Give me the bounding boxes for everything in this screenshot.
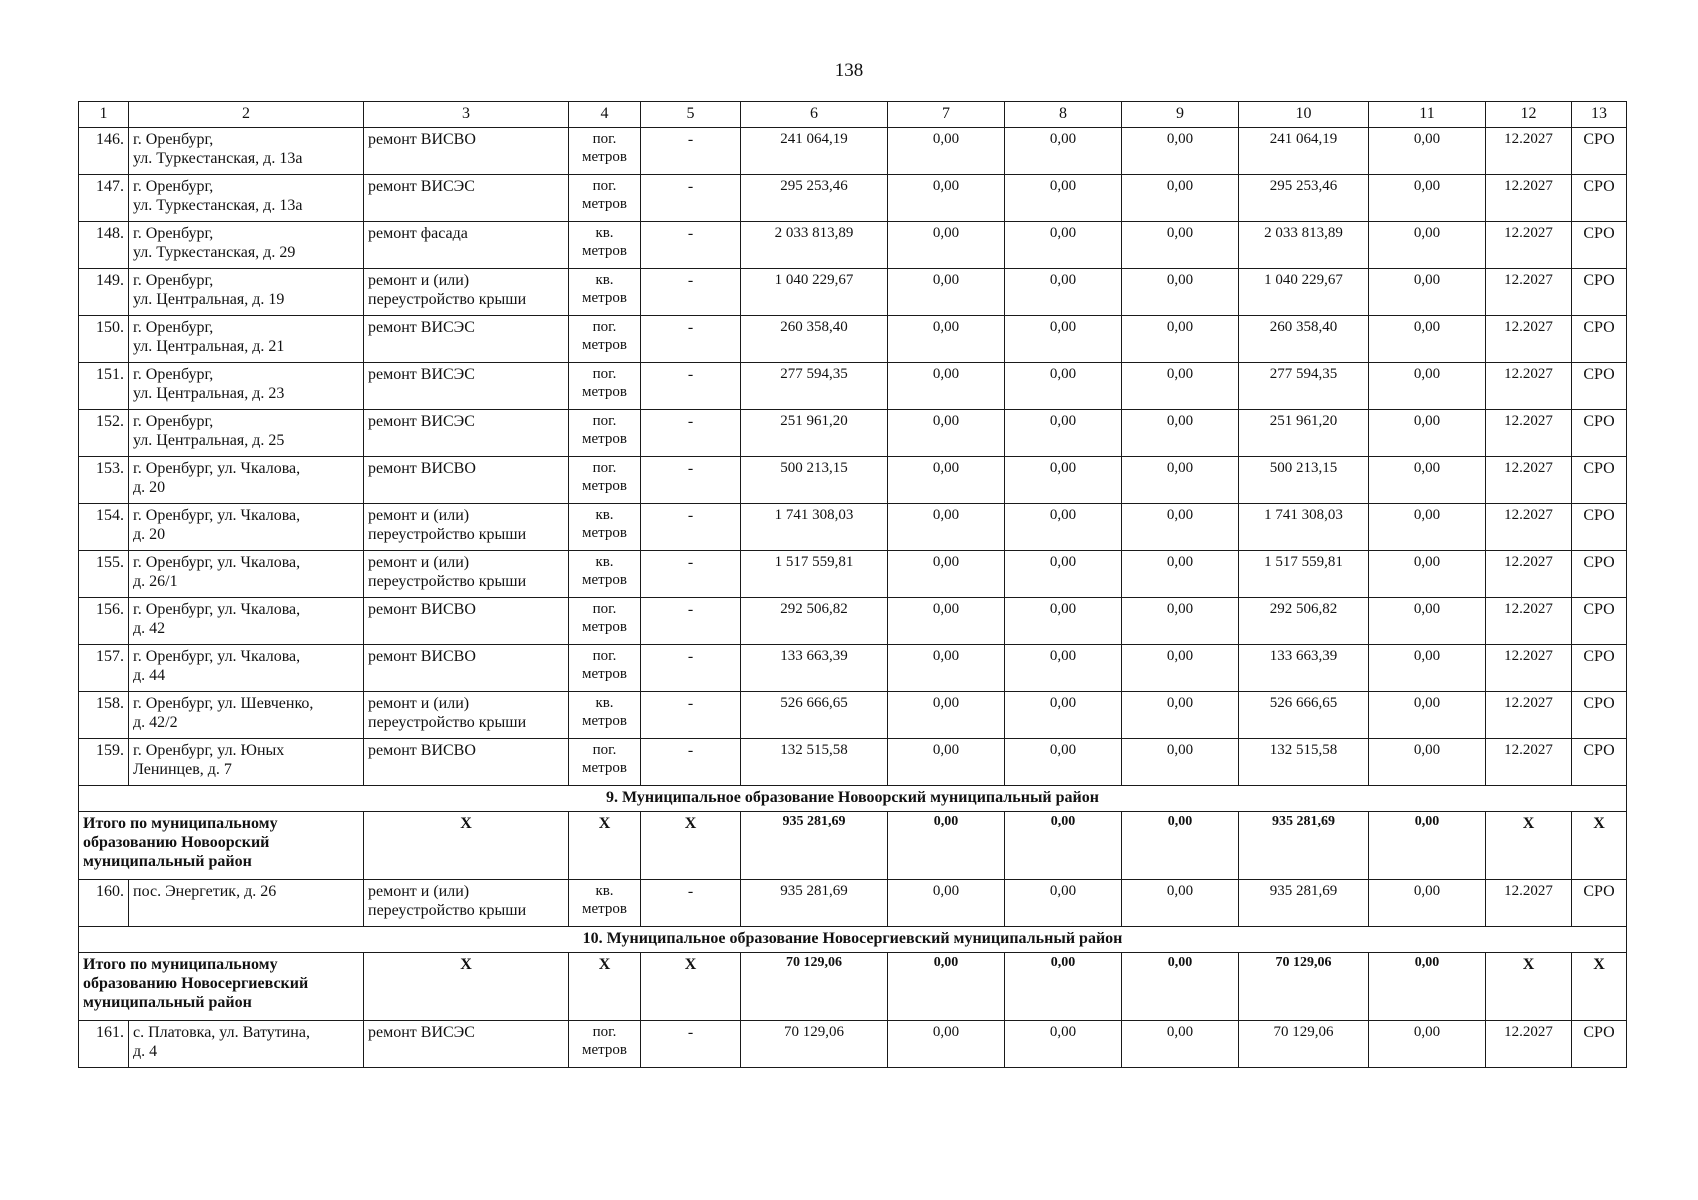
total-c11-amount: 0,00 bbox=[1369, 812, 1486, 880]
total-c6-amount: 935 281,69 bbox=[741, 812, 888, 880]
c11-amount-cell: 0,00 bbox=[1369, 645, 1486, 692]
c9-amount-cell: 0,00 bbox=[1122, 316, 1239, 363]
column-header-6: 6 bbox=[741, 102, 888, 128]
c11-amount-cell: 0,00 bbox=[1369, 457, 1486, 504]
table-row bbox=[79, 1021, 1627, 1068]
c9-amount-cell: 0,00 bbox=[1122, 739, 1239, 786]
unit-cell: кв. метров bbox=[569, 222, 641, 269]
table-body bbox=[79, 128, 1627, 1068]
c10-amount-cell: 2 033 813,89 bbox=[1239, 222, 1369, 269]
c8-amount-cell: 0,00 bbox=[1005, 692, 1122, 739]
c10-amount-cell: 70 129,06 bbox=[1239, 1021, 1369, 1068]
page-number: 138 bbox=[834, 60, 864, 81]
address-cell: пос. Энергетик, д. 26 bbox=[129, 880, 364, 927]
table-row bbox=[79, 551, 1627, 598]
work-type-cell: ремонт ВИСЭС bbox=[364, 410, 569, 457]
deadline-cell: 12.2027 bbox=[1486, 316, 1572, 363]
unit-cell: кв. метров bbox=[569, 880, 641, 927]
address-cell: г. Оренбург, ул. Туркестанская, д. 13а bbox=[129, 128, 364, 175]
c6-amount-cell: 133 663,39 bbox=[741, 645, 888, 692]
unit-cell: пог. метров bbox=[569, 128, 641, 175]
executor-cell: СРО bbox=[1572, 504, 1627, 551]
c8-amount-cell: 0,00 bbox=[1005, 1021, 1122, 1068]
c6-amount-cell: 251 961,20 bbox=[741, 410, 888, 457]
c10-amount-cell: 292 506,82 bbox=[1239, 598, 1369, 645]
c9-amount-cell: 0,00 bbox=[1122, 457, 1239, 504]
c10-amount-cell: 260 358,40 bbox=[1239, 316, 1369, 363]
row-number: 148. bbox=[79, 222, 129, 269]
c9-amount-cell: 0,00 bbox=[1122, 410, 1239, 457]
col5-cell: - bbox=[641, 739, 741, 786]
deadline-cell: 12.2027 bbox=[1486, 880, 1572, 927]
unit-cell: кв. метров bbox=[569, 504, 641, 551]
executor-cell: СРО bbox=[1572, 880, 1627, 927]
column-header-5: 5 bbox=[641, 102, 741, 128]
deadline-cell: 12.2027 bbox=[1486, 692, 1572, 739]
row-number: 149. bbox=[79, 269, 129, 316]
deadline-cell: 12.2027 bbox=[1486, 1021, 1572, 1068]
unit-cell: пог. метров bbox=[569, 739, 641, 786]
address-cell: г. Оренбург, ул. Чкалова, д. 20 bbox=[129, 457, 364, 504]
executor-cell: СРО bbox=[1572, 316, 1627, 363]
column-header-1: 1 bbox=[79, 102, 129, 128]
c6-amount-cell: 2 033 813,89 bbox=[741, 222, 888, 269]
c7-amount-cell: 0,00 bbox=[888, 551, 1005, 598]
c10-amount-cell: 526 666,65 bbox=[1239, 692, 1369, 739]
row-number: 153. bbox=[79, 457, 129, 504]
address-cell: г. Оренбург, ул. Чкалова, д. 20 bbox=[129, 504, 364, 551]
c8-amount-cell: 0,00 bbox=[1005, 269, 1122, 316]
c11-amount-cell: 0,00 bbox=[1369, 598, 1486, 645]
c11-amount-cell: 0,00 bbox=[1369, 692, 1486, 739]
executor-cell: СРО bbox=[1572, 692, 1627, 739]
total-c7-amount: 0,00 bbox=[888, 812, 1005, 880]
deadline-cell: 12.2027 bbox=[1486, 410, 1572, 457]
c7-amount-cell: 0,00 bbox=[888, 645, 1005, 692]
column-header-row bbox=[79, 102, 1627, 128]
total-c9-amount: 0,00 bbox=[1122, 953, 1239, 1021]
c8-amount-cell: 0,00 bbox=[1005, 128, 1122, 175]
table-row bbox=[79, 363, 1627, 410]
total-c6-amount: 70 129,06 bbox=[741, 953, 888, 1021]
c7-amount-cell: 0,00 bbox=[888, 128, 1005, 175]
total-c12: X bbox=[1486, 812, 1572, 880]
column-header-13: 13 bbox=[1572, 102, 1627, 128]
col5-cell: - bbox=[641, 316, 741, 363]
col5-cell: - bbox=[641, 645, 741, 692]
row-number: 159. bbox=[79, 739, 129, 786]
c9-amount-cell: 0,00 bbox=[1122, 1021, 1239, 1068]
c8-amount-cell: 0,00 bbox=[1005, 880, 1122, 927]
c8-amount-cell: 0,00 bbox=[1005, 598, 1122, 645]
work-type-cell: ремонт ВИСВО bbox=[364, 457, 569, 504]
column-header-12: 12 bbox=[1486, 102, 1572, 128]
table-row bbox=[79, 880, 1627, 927]
c8-amount-cell: 0,00 bbox=[1005, 363, 1122, 410]
deadline-cell: 12.2027 bbox=[1486, 269, 1572, 316]
col5-cell: - bbox=[641, 363, 741, 410]
row-number: 161. bbox=[79, 1021, 129, 1068]
c6-amount-cell: 526 666,65 bbox=[741, 692, 888, 739]
c7-amount-cell: 0,00 bbox=[888, 692, 1005, 739]
work-type-cell: ремонт ВИСЭС bbox=[364, 363, 569, 410]
unit-cell: кв. метров bbox=[569, 551, 641, 598]
c8-amount-cell: 0,00 bbox=[1005, 410, 1122, 457]
section-title: 9. Муниципальное образование Новоорский муниципальный район bbox=[79, 786, 1627, 812]
c11-amount-cell: 0,00 bbox=[1369, 504, 1486, 551]
total-label: Итого по муниципальному образованию Новоорский муниципальный район bbox=[79, 812, 364, 880]
unit-cell: пог. метров bbox=[569, 316, 641, 363]
deadline-cell: 12.2027 bbox=[1486, 598, 1572, 645]
work-type-cell: ремонт и (или) переустройство крыши bbox=[364, 692, 569, 739]
c9-amount-cell: 0,00 bbox=[1122, 504, 1239, 551]
total-c4: X bbox=[569, 812, 641, 880]
col5-cell: - bbox=[641, 222, 741, 269]
unit-cell: пог. метров bbox=[569, 457, 641, 504]
c11-amount-cell: 0,00 bbox=[1369, 551, 1486, 598]
table-row bbox=[79, 598, 1627, 645]
unit-cell: пог. метров bbox=[569, 598, 641, 645]
c6-amount-cell: 260 358,40 bbox=[741, 316, 888, 363]
c9-amount-cell: 0,00 bbox=[1122, 692, 1239, 739]
c11-amount-cell: 0,00 bbox=[1369, 739, 1486, 786]
c10-amount-cell: 241 064,19 bbox=[1239, 128, 1369, 175]
c10-amount-cell: 1 040 229,67 bbox=[1239, 269, 1369, 316]
deadline-cell: 12.2027 bbox=[1486, 222, 1572, 269]
unit-cell: кв. метров bbox=[569, 269, 641, 316]
c7-amount-cell: 0,00 bbox=[888, 457, 1005, 504]
c7-amount-cell: 0,00 bbox=[888, 598, 1005, 645]
deadline-cell: 12.2027 bbox=[1486, 457, 1572, 504]
column-header-7: 7 bbox=[888, 102, 1005, 128]
c10-amount-cell: 935 281,69 bbox=[1239, 880, 1369, 927]
c11-amount-cell: 0,00 bbox=[1369, 175, 1486, 222]
c6-amount-cell: 935 281,69 bbox=[741, 880, 888, 927]
unit-cell: пог. метров bbox=[569, 645, 641, 692]
c10-amount-cell: 500 213,15 bbox=[1239, 457, 1369, 504]
work-type-cell: ремонт и (или) переустройство крыши bbox=[364, 269, 569, 316]
executor-cell: СРО bbox=[1572, 410, 1627, 457]
deadline-cell: 12.2027 bbox=[1486, 551, 1572, 598]
total-c9-amount: 0,00 bbox=[1122, 812, 1239, 880]
row-number: 160. bbox=[79, 880, 129, 927]
row-number: 151. bbox=[79, 363, 129, 410]
col5-cell: - bbox=[641, 175, 741, 222]
total-c3: X bbox=[364, 953, 569, 1021]
executor-cell: СРО bbox=[1572, 128, 1627, 175]
total-c5: X bbox=[641, 953, 741, 1021]
deadline-cell: 12.2027 bbox=[1486, 739, 1572, 786]
address-cell: с. Платовка, ул. Ватутина, д. 4 bbox=[129, 1021, 364, 1068]
c7-amount-cell: 0,00 bbox=[888, 410, 1005, 457]
address-cell: г. Оренбург, ул. Туркестанская, д. 13а bbox=[129, 175, 364, 222]
executor-cell: СРО bbox=[1572, 222, 1627, 269]
c6-amount-cell: 500 213,15 bbox=[741, 457, 888, 504]
col5-cell: - bbox=[641, 598, 741, 645]
work-type-cell: ремонт ВИСВО bbox=[364, 645, 569, 692]
table-row bbox=[79, 739, 1627, 786]
total-label: Итого по муниципальному образованию Новосергиевский муниципальный район bbox=[79, 953, 364, 1021]
table-row bbox=[79, 645, 1627, 692]
unit-cell: пог. метров bbox=[569, 175, 641, 222]
row-number: 154. bbox=[79, 504, 129, 551]
c8-amount-cell: 0,00 bbox=[1005, 457, 1122, 504]
c11-amount-cell: 0,00 bbox=[1369, 1021, 1486, 1068]
row-number: 158. bbox=[79, 692, 129, 739]
c9-amount-cell: 0,00 bbox=[1122, 363, 1239, 410]
c6-amount-cell: 277 594,35 bbox=[741, 363, 888, 410]
c8-amount-cell: 0,00 bbox=[1005, 316, 1122, 363]
address-cell: г. Оренбург, ул. Чкалова, д. 42 bbox=[129, 598, 364, 645]
c6-amount-cell: 1 741 308,03 bbox=[741, 504, 888, 551]
col5-cell: - bbox=[641, 692, 741, 739]
c9-amount-cell: 0,00 bbox=[1122, 175, 1239, 222]
c8-amount-cell: 0,00 bbox=[1005, 739, 1122, 786]
column-header-3: 3 bbox=[364, 102, 569, 128]
c9-amount-cell: 0,00 bbox=[1122, 880, 1239, 927]
executor-cell: СРО bbox=[1572, 1021, 1627, 1068]
c10-amount-cell: 1 741 308,03 bbox=[1239, 504, 1369, 551]
section-title-row bbox=[79, 927, 1627, 953]
executor-cell: СРО bbox=[1572, 457, 1627, 504]
total-row bbox=[79, 812, 1627, 880]
c6-amount-cell: 1 517 559,81 bbox=[741, 551, 888, 598]
column-header-4: 4 bbox=[569, 102, 641, 128]
deadline-cell: 12.2027 bbox=[1486, 504, 1572, 551]
table-row bbox=[79, 222, 1627, 269]
c6-amount-cell: 295 253,46 bbox=[741, 175, 888, 222]
table-row bbox=[79, 504, 1627, 551]
c9-amount-cell: 0,00 bbox=[1122, 551, 1239, 598]
c6-amount-cell: 132 515,58 bbox=[741, 739, 888, 786]
c7-amount-cell: 0,00 bbox=[888, 504, 1005, 551]
column-header-11: 11 bbox=[1369, 102, 1486, 128]
unit-cell: пог. метров bbox=[569, 363, 641, 410]
table-row bbox=[79, 269, 1627, 316]
address-cell: г. Оренбург, ул. Шевченко, д. 42/2 bbox=[129, 692, 364, 739]
work-type-cell: ремонт ВИСВО bbox=[364, 598, 569, 645]
c10-amount-cell: 251 961,20 bbox=[1239, 410, 1369, 457]
table-row bbox=[79, 410, 1627, 457]
c9-amount-cell: 0,00 bbox=[1122, 269, 1239, 316]
executor-cell: СРО bbox=[1572, 175, 1627, 222]
repair-program-table bbox=[78, 101, 1627, 1068]
row-number: 157. bbox=[79, 645, 129, 692]
c11-amount-cell: 0,00 bbox=[1369, 222, 1486, 269]
col5-cell: - bbox=[641, 410, 741, 457]
c9-amount-cell: 0,00 bbox=[1122, 222, 1239, 269]
c9-amount-cell: 0,00 bbox=[1122, 128, 1239, 175]
col5-cell: - bbox=[641, 269, 741, 316]
table-row bbox=[79, 175, 1627, 222]
c11-amount-cell: 0,00 bbox=[1369, 128, 1486, 175]
total-c5: X bbox=[641, 812, 741, 880]
executor-cell: СРО bbox=[1572, 269, 1627, 316]
table-row bbox=[79, 692, 1627, 739]
c8-amount-cell: 0,00 bbox=[1005, 645, 1122, 692]
unit-cell: кв. метров bbox=[569, 692, 641, 739]
c7-amount-cell: 0,00 bbox=[888, 316, 1005, 363]
executor-cell: СРО bbox=[1572, 645, 1627, 692]
table-row bbox=[79, 128, 1627, 175]
address-cell: г. Оренбург, ул. Юных Ленинцев, д. 7 bbox=[129, 739, 364, 786]
total-c3: X bbox=[364, 812, 569, 880]
col5-cell: - bbox=[641, 504, 741, 551]
c8-amount-cell: 0,00 bbox=[1005, 222, 1122, 269]
column-header-9: 9 bbox=[1122, 102, 1239, 128]
address-cell: г. Оренбург, ул. Чкалова, д. 44 bbox=[129, 645, 364, 692]
executor-cell: СРО bbox=[1572, 598, 1627, 645]
row-number: 152. bbox=[79, 410, 129, 457]
col5-cell: - bbox=[641, 1021, 741, 1068]
c7-amount-cell: 0,00 bbox=[888, 269, 1005, 316]
c6-amount-cell: 241 064,19 bbox=[741, 128, 888, 175]
work-type-cell: ремонт и (или) переустройство крыши bbox=[364, 551, 569, 598]
deadline-cell: 12.2027 bbox=[1486, 128, 1572, 175]
c6-amount-cell: 292 506,82 bbox=[741, 598, 888, 645]
work-type-cell: ремонт ВИСЭС bbox=[364, 316, 569, 363]
deadline-cell: 12.2027 bbox=[1486, 363, 1572, 410]
c10-amount-cell: 1 517 559,81 bbox=[1239, 551, 1369, 598]
total-c10-amount: 935 281,69 bbox=[1239, 812, 1369, 880]
executor-cell: СРО bbox=[1572, 551, 1627, 598]
col5-cell: - bbox=[641, 457, 741, 504]
c7-amount-cell: 0,00 bbox=[888, 739, 1005, 786]
total-c13: X bbox=[1572, 812, 1627, 880]
row-number: 155. bbox=[79, 551, 129, 598]
table-row bbox=[79, 457, 1627, 504]
col5-cell: - bbox=[641, 880, 741, 927]
c7-amount-cell: 0,00 bbox=[888, 1021, 1005, 1068]
address-cell: г. Оренбург, ул. Центральная, д. 19 bbox=[129, 269, 364, 316]
total-c13: X bbox=[1572, 953, 1627, 1021]
c9-amount-cell: 0,00 bbox=[1122, 645, 1239, 692]
total-c4: X bbox=[569, 953, 641, 1021]
address-cell: г. Оренбург, ул. Туркестанская, д. 29 bbox=[129, 222, 364, 269]
total-c7-amount: 0,00 bbox=[888, 953, 1005, 1021]
unit-cell: пог. метров bbox=[569, 1021, 641, 1068]
total-c12: X bbox=[1486, 953, 1572, 1021]
row-number: 156. bbox=[79, 598, 129, 645]
c10-amount-cell: 277 594,35 bbox=[1239, 363, 1369, 410]
col5-cell: - bbox=[641, 128, 741, 175]
row-number: 147. bbox=[79, 175, 129, 222]
c10-amount-cell: 295 253,46 bbox=[1239, 175, 1369, 222]
column-header-10: 10 bbox=[1239, 102, 1369, 128]
c7-amount-cell: 0,00 bbox=[888, 363, 1005, 410]
c6-amount-cell: 1 040 229,67 bbox=[741, 269, 888, 316]
address-cell: г. Оренбург, ул. Центральная, д. 21 bbox=[129, 316, 364, 363]
work-type-cell: ремонт фасада bbox=[364, 222, 569, 269]
column-header-8: 8 bbox=[1005, 102, 1122, 128]
c7-amount-cell: 0,00 bbox=[888, 175, 1005, 222]
c6-amount-cell: 70 129,06 bbox=[741, 1021, 888, 1068]
work-type-cell: ремонт ВИСВО bbox=[364, 739, 569, 786]
address-cell: г. Оренбург, ул. Чкалова, д. 26/1 bbox=[129, 551, 364, 598]
c8-amount-cell: 0,00 bbox=[1005, 504, 1122, 551]
c10-amount-cell: 132 515,58 bbox=[1239, 739, 1369, 786]
work-type-cell: ремонт и (или) переустройство крыши bbox=[364, 504, 569, 551]
c11-amount-cell: 0,00 bbox=[1369, 269, 1486, 316]
c8-amount-cell: 0,00 bbox=[1005, 175, 1122, 222]
c8-amount-cell: 0,00 bbox=[1005, 551, 1122, 598]
total-row bbox=[79, 953, 1627, 1021]
c7-amount-cell: 0,00 bbox=[888, 222, 1005, 269]
executor-cell: СРО bbox=[1572, 739, 1627, 786]
c11-amount-cell: 0,00 bbox=[1369, 316, 1486, 363]
section-title-row bbox=[79, 786, 1627, 812]
deadline-cell: 12.2027 bbox=[1486, 645, 1572, 692]
table-row bbox=[79, 316, 1627, 363]
total-c11-amount: 0,00 bbox=[1369, 953, 1486, 1021]
section-title: 10. Муниципальное образование Новосергиевский муниципальный район bbox=[79, 927, 1627, 953]
total-c10-amount: 70 129,06 bbox=[1239, 953, 1369, 1021]
unit-cell: пог. метров bbox=[569, 410, 641, 457]
deadline-cell: 12.2027 bbox=[1486, 175, 1572, 222]
c11-amount-cell: 0,00 bbox=[1369, 410, 1486, 457]
total-c8-amount: 0,00 bbox=[1005, 812, 1122, 880]
col5-cell: - bbox=[641, 551, 741, 598]
executor-cell: СРО bbox=[1572, 363, 1627, 410]
row-number: 146. bbox=[79, 128, 129, 175]
address-cell: г. Оренбург, ул. Центральная, д. 23 bbox=[129, 363, 364, 410]
c11-amount-cell: 0,00 bbox=[1369, 363, 1486, 410]
c9-amount-cell: 0,00 bbox=[1122, 598, 1239, 645]
work-type-cell: ремонт ВИСЭС bbox=[364, 175, 569, 222]
total-c8-amount: 0,00 bbox=[1005, 953, 1122, 1021]
row-number: 150. bbox=[79, 316, 129, 363]
c10-amount-cell: 133 663,39 bbox=[1239, 645, 1369, 692]
column-header-2: 2 bbox=[129, 102, 364, 128]
work-type-cell: ремонт и (или) переустройство крыши bbox=[364, 880, 569, 927]
work-type-cell: ремонт ВИСЭС bbox=[364, 1021, 569, 1068]
work-type-cell: ремонт ВИСВО bbox=[364, 128, 569, 175]
c11-amount-cell: 0,00 bbox=[1369, 880, 1486, 927]
c7-amount-cell: 0,00 bbox=[888, 880, 1005, 927]
address-cell: г. Оренбург, ул. Центральная, д. 25 bbox=[129, 410, 364, 457]
